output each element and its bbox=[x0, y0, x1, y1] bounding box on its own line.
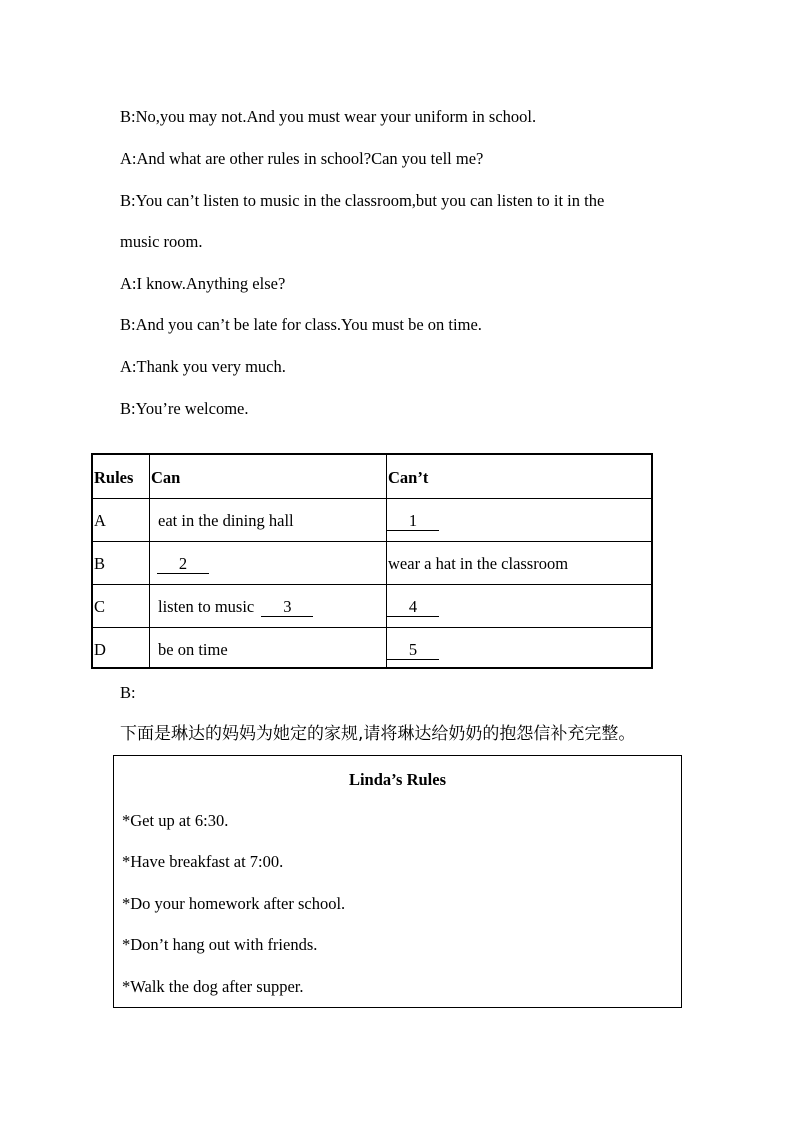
rules-table bbox=[91, 453, 653, 669]
row-a-can: eat in the dining hall bbox=[158, 511, 294, 530]
header-cant: Can’t bbox=[388, 468, 429, 487]
row-b-rule: B bbox=[94, 554, 106, 573]
linda-rule-item: *Have breakfast at 7:00. bbox=[122, 852, 284, 871]
blank-4[interactable]: 4 bbox=[387, 598, 439, 617]
row-b-cant: wear a hat in the classroom bbox=[388, 554, 569, 573]
header-can: Can bbox=[151, 468, 181, 487]
row-a-rule: A bbox=[94, 511, 106, 530]
linda-rule-item: *Don’t hang out with friends. bbox=[122, 935, 318, 954]
dialogue-line-1: B:No,you may not.And you must wear your uniform in school. bbox=[120, 107, 537, 126]
row-c-rule: C bbox=[94, 597, 106, 616]
row-d-can: be on time bbox=[158, 640, 228, 659]
table-row-divider bbox=[93, 541, 651, 542]
linda-rules-title: Linda’s Rules bbox=[348, 770, 447, 789]
linda-rule-item: *Walk the dog after supper. bbox=[122, 977, 304, 996]
row-a-cant-blank bbox=[387, 511, 439, 531]
linda-rule-item: *Get up at 6:30. bbox=[122, 811, 229, 830]
table-row-divider bbox=[93, 498, 651, 499]
dialogue-line-4: music room. bbox=[120, 232, 203, 251]
dialogue-line-3: B:You can’t listen to music in the classroom,but you can listen to it in the bbox=[120, 191, 605, 210]
table-row-divider bbox=[93, 627, 651, 628]
blank-3[interactable]: 3 bbox=[261, 598, 313, 617]
header-rules: Rules bbox=[94, 468, 134, 487]
dialogue-line-6: B:And you can’t be late for class.You must be on time. bbox=[120, 315, 482, 334]
blank-5[interactable]: 5 bbox=[387, 641, 439, 660]
table-row-divider bbox=[93, 584, 651, 585]
row-d-cant-blank bbox=[387, 640, 439, 660]
dialogue-line-2: A:And what are other rules in school?Can you tell me? bbox=[120, 149, 484, 168]
blank-1[interactable]: 1 bbox=[387, 512, 439, 531]
table-col-divider bbox=[386, 455, 387, 667]
dialogue-line-7: A:Thank you very much. bbox=[120, 357, 286, 376]
section-b-label: B: bbox=[120, 683, 136, 702]
row-c-can-text: listen to music bbox=[158, 597, 255, 616]
linda-rule-item: *Do your homework after school. bbox=[122, 894, 346, 913]
table-col-divider bbox=[149, 455, 150, 667]
row-c-can bbox=[158, 597, 313, 617]
blank-2[interactable]: 2 bbox=[157, 555, 209, 574]
section-b-instruction: 下面是琳达的妈妈为她定的家规,请将琳达给奶奶的抱怨信补充完整。 bbox=[120, 724, 636, 744]
row-c-cant-blank bbox=[387, 597, 439, 617]
row-d-rule: D bbox=[94, 640, 106, 659]
dialogue-line-5: A:I know.Anything else? bbox=[120, 274, 286, 293]
row-b-can-blank bbox=[157, 554, 209, 574]
linda-rules-box bbox=[113, 755, 682, 1008]
dialogue-line-8: B:You’re welcome. bbox=[120, 399, 249, 418]
